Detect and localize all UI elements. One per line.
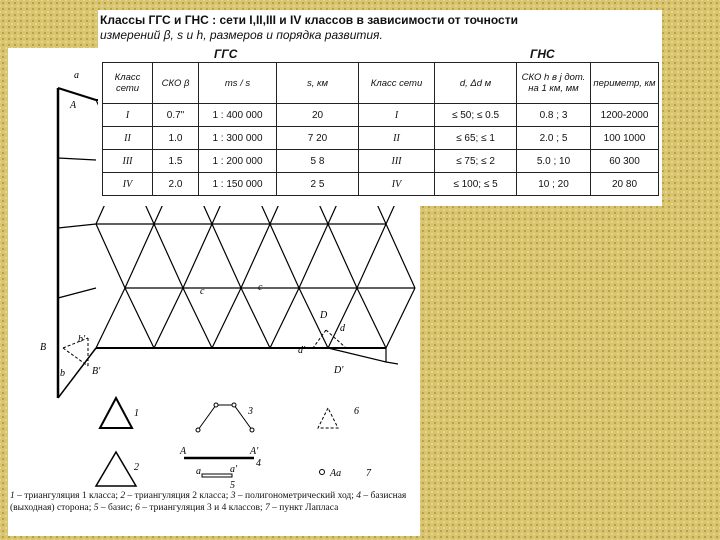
caption-n4: 4 [356,491,362,501]
network-edge [183,224,212,288]
legend-label-A-prime: A' [250,446,259,457]
header-cell: ms / s [199,63,277,104]
network-edge [270,224,299,288]
table-cell: 0.8 ; 3 [517,104,591,127]
header-cell: СКО β [153,63,199,104]
heading-line-2: измерений β, s и h, размеров и порядка развития. [100,28,383,42]
network-edge [299,224,328,288]
network-edge [58,158,96,160]
caption-t4: – базисная (выходная) сторона; [10,491,407,513]
network-edge [328,288,357,348]
table-cell: 2.0 ; 5 [517,127,591,150]
table-cell: 1 : 150 000 [199,173,277,196]
header-cell: Класс сети [103,63,153,104]
network-edge [212,224,241,288]
caption-n1: 1 [10,491,15,501]
legend-label-a: a [196,466,201,477]
table-cell: 1 : 300 000 [199,127,277,150]
table-header-row [103,63,659,104]
legend-label-Aa: Aa [330,468,342,479]
header-cell: d, Δd м [435,63,517,104]
network-edge [386,224,415,288]
caption-t2: – триангуляция 2 класса; [125,491,231,501]
network-edge [125,224,154,288]
legend-number-4: 4 [256,458,261,469]
table-row [103,150,659,173]
table-cell: 20 [277,104,359,127]
network-edge [241,288,270,348]
network-edge [270,288,299,348]
caption-n7: 7 [265,503,270,513]
network-edge [328,348,386,362]
label-d: d [340,323,345,334]
table-cell: 10 ; 20 [517,173,591,196]
table-cell: ≤ 65; ≤ 1 [435,127,517,150]
header-cell: s, км [277,63,359,104]
network-edge [96,224,125,288]
table-cell: 1 : 400 000 [199,104,277,127]
caption-t5: – базис; [98,503,136,513]
figure-caption [10,490,418,514]
label-c2: c [258,282,263,293]
header-cell: периметр, км [591,63,659,104]
table-cell: II [359,127,435,150]
table-heading [100,13,658,43]
table-cell: I [359,104,435,127]
legend-number-5: 5 [230,480,235,491]
legend-laplace-point-icon [320,470,325,475]
network-edge [96,288,125,348]
label-b: b [60,368,65,379]
label-A: A [70,100,77,111]
legend-label-a-prime: a' [230,464,238,475]
caption-n2: 2 [120,491,126,501]
caption-t3: – полигонометрический ход; [235,491,357,501]
legend-baseline-icon [202,474,232,477]
legend-number-1: 1 [134,408,139,419]
network-edge [357,224,386,288]
table-cell: 0.7" [153,104,199,127]
table-cell: ≤ 50; ≤ 0.5 [435,104,517,127]
label-a: a [74,70,79,81]
network-classes-table-panel [98,10,662,206]
network-edge [328,224,357,288]
table-cell: III [103,150,153,173]
caption-n3: 3 [230,491,236,501]
network-edge [58,88,96,100]
network-edge [154,224,183,288]
table-cell: ≤ 100; ≤ 5 [435,173,517,196]
section-label-ggs: ГГС [214,47,238,61]
legend-class34-triangle-icon [318,408,338,428]
table-cell: 1 : 200 000 [199,150,277,173]
label-d-prime: d' [298,345,306,356]
legend-number-7: 7 [366,468,371,479]
network-edge [58,224,96,228]
network-edge [154,288,183,348]
network-edge [386,362,398,364]
legend-number-6: 6 [354,406,359,417]
network-edge [63,348,88,366]
table-row [103,173,659,196]
caption-t6: – триангуляция 3 и 4 классов; [139,503,265,513]
table-cell: 2 5 [277,173,359,196]
table-cell: ≤ 75; ≤ 2 [435,150,517,173]
caption-n5: 5 [93,503,99,513]
table-cell: 20 80 [591,173,659,196]
label-D-prime: D' [334,365,344,376]
network-edge [212,288,241,348]
table-row [103,127,659,150]
network-edge [58,288,96,298]
label-b-prime-top: b' [78,334,86,345]
legend-label-A: A [180,446,187,457]
network-classes-table [102,62,659,196]
label-B: B [40,342,47,353]
caption-n6: 6 [135,503,140,513]
label-c: c [200,286,205,297]
table-cell: 5 8 [277,150,359,173]
table-cell: 1.5 [153,150,199,173]
label-D: D [320,310,328,321]
table-cell: 1200-2000 [591,104,659,127]
legend-number-2: 2 [134,462,139,473]
network-edge [241,224,270,288]
table-cell: 100 1000 [591,127,659,150]
header-cell: Класс сети [359,63,435,104]
legend-class2-triangle-icon [96,452,136,486]
table-cell: I [103,104,153,127]
table-cell: II [103,127,153,150]
legend-number-3: 3 [248,406,253,417]
table-cell: III [359,150,435,173]
header-cell: СКО h в ј дот. на 1 км, мм [517,63,591,104]
table-cell: IV [359,173,435,196]
table-cell: 7 20 [277,127,359,150]
label-B-prime: B' [92,366,101,377]
heading-line-1: Классы ГГС и ГНС : сети I,II,III и IV классов в зависимости от точности [100,13,518,27]
legend-traverse-icon [198,405,252,430]
section-label-gns: ГНС [530,47,555,61]
network-edge [125,288,154,348]
network-edge [386,288,415,348]
legend [96,398,372,491]
table-cell: 5.0 ; 10 [517,150,591,173]
network-edge [357,288,386,348]
table-row [103,104,659,127]
table-cell: IV [103,173,153,196]
table-cell: 1.0 [153,127,199,150]
caption-t7: – пункт Лапласа [269,503,339,513]
caption-t1: – триангуляция 1 класса; [14,491,121,501]
legend-class1-triangle-icon [100,398,132,428]
table-cell: 60 300 [591,150,659,173]
table-cell: 2.0 [153,173,199,196]
network-edge [183,288,212,348]
